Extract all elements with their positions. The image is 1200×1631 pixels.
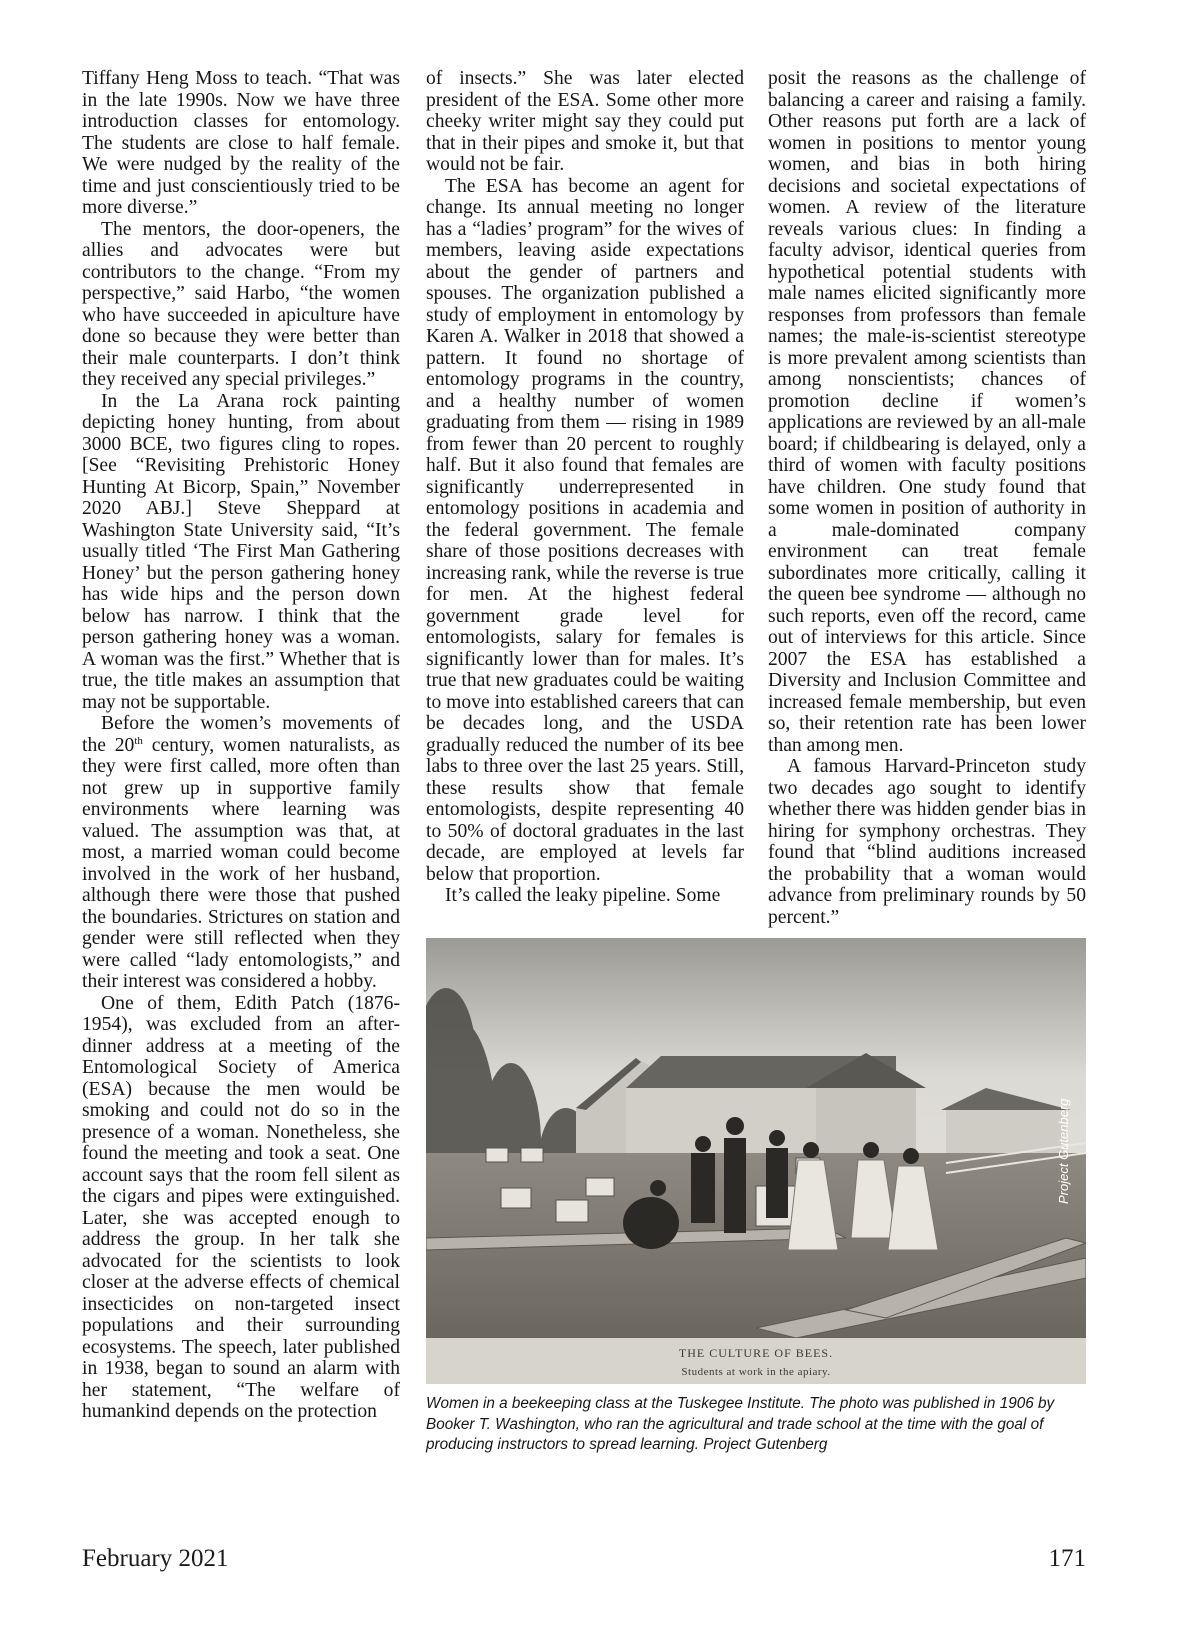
plate-title: THE CULTURE OF BEES.	[678, 1346, 834, 1360]
paragraph: It’s called the leaky pipeline. Some	[445, 885, 721, 906]
paragraph: posit the reasons as the challenge of balancing a career and raising a family. Other reasons put forth are a lack of women in positions to mentor young women, and bias in both hiring decisions and societal expectations of women. A review of the literature reveals various clues: In finding a faculty advisor, identical queries from hypothetical potential students with male names elicited significantly more responses from professors than female names; the male-is-scientist stereotype is more prevalent among scientists than among nonscientists; chances of promotion decline if women’s applications are reviewed by an all-male board; if childbearing is delayed, only a third of women with faculty positions have children. One study found that some women in position of authority in a male-dominated company environment can treat female subordinates more critically, calling it the queen bee syndrome — although no such reports, even off the record, came out of interviews for this article. Since 2007 the ESA has established a Diversity and Inclusion Committee and increased female membership, but even so, their retention rate has been lower than among men.	[768, 68, 1086, 756]
apiary-photo-illustration	[426, 938, 1086, 1384]
plate-subtitle: Students at work in the apiary.	[681, 1366, 831, 1378]
footer-date: February 2021	[82, 1545, 229, 1572]
figure-caption: Women in a beekeeping class at the Tuskegee Institute. The photo was published in 1906 by Booker T. Washington, who ran the agricultural and trade school at the time with the goal of producing instructors to spread learning. Project Gutenberg	[426, 1395, 1055, 1453]
paragraph: In the La Arana rock painting depicting honey hunting, from about 3000 BCE, two figures cling to ropes. [See “Revisiting Prehistoric Honey Hunting At Bicorp, Spain,” November 2020 ABJ.] Steve Sheppard at Washington State University said, “It’s usually titled ‘The First Man Gathering Honey’ but the person gathering honey has wide hips and the person down below has narrow. I think that the person gathering honey was a woman. A woman was the first.” Whether that is true, the title makes an assumption that may not be supportable.	[82, 390, 400, 713]
paragraph: The mentors, the door-openers, the allies and advocates were but contributors to the change. “From my perspective,” said Harbo, “the women who have succeeded in apiculture have done so because they were better than their male counterparts. I don’t think they received any special privileges.”	[82, 218, 400, 390]
paragraph: One of them, Edith Patch (1876-1954), was excluded from an after-dinner address at a meeting of the Entomological Society of America (ESA) because the men would be smoking and could not do so in the presence of a woman. Nonetheless, she found the meeting and took a seat. One account says that the room fell silent as the cigars and pipes were extinguished. Later, she was accepted enough to address the group. In her talk she advocated for the scientists to look closer at the adverse effects of chemical insecticides on non-targeted insect populations and their surrounding ecosystems. The speech, later published in 1938, began to sound an alarm with her statement, “The welfare of humankind depends on the protection	[82, 992, 400, 1422]
superscript: th	[134, 734, 143, 747]
article-column-3	[768, 68, 1086, 928]
article-column-2	[426, 68, 744, 907]
article-column-1	[82, 68, 400, 1423]
paragraph-text: Before the women’s movements of the 20	[82, 713, 400, 756]
historical-photo	[426, 938, 1086, 1384]
paragraph	[82, 713, 400, 993]
paragraph: The ESA has become an agent for change. Its annual meeting no longer has a “ladies’ program” for the wives of members, leaving aside expectations about the gender of partners and spouses. The organization published a study of employment in entomology by Karen A. Walker in 2018 that showed a pattern. It found no shortage of entomology programs in the country, and a healthy number of women graduating from them — rising in 1989 from fewer than 20 percent to roughly half. But it also found that females are significantly underrepresented in entomology positions in academia and the federal government. The female share of those positions decreases with increasing rank, while the reverse is true for men. At the highest federal government grade level for entomologists, salary for females is significantly lower than for males. It’s true that new graduates could be waiting to move into established careers that can be decades long, and the USDA gradually reduced the number of its bee labs to three over the last 25 years. Still, these results show that female entomologists, despite representing 40 to 50% of doctoral graduates in the last decade, are employed at levels far below that proportion.	[426, 175, 744, 885]
photo-credit: Project Gutenberg	[1056, 1098, 1071, 1204]
paragraph: of insects.” She was later elected president of the ESA. Some other more cheeky writer might say they could put that in their pipes and smoke it, but that would not be fair.	[426, 68, 744, 175]
paragraph: Tiffany Heng Moss to teach. “That was in the late 1990s. Now we have three introduction classes for entomology. The students are close to half female. We were nudged by the reality of the time and just conscientiously tried to be more diverse.”	[82, 68, 400, 218]
paragraph-text: century, women naturalists, as they were first called, more often than not grew up in supportive family environments where learning was valued. The assumption was that, at most, a married woman could become involved in the work of her husband, although there were those that pushed the boundaries. Strictures on station and gender were still reflected when they were called “lady entomologists,” and their interest was considered a hobby.	[82, 734, 400, 992]
page-number: 171	[1048, 1545, 1086, 1572]
paragraph: A famous Harvard-Princeton study two decades ago sought to identify whether there was hidden gender bias in hiring for symphony orchestras. They found that “blind auditions increased the probability that a woman would advance from preliminary rounds by 50 percent.”	[768, 756, 1086, 928]
